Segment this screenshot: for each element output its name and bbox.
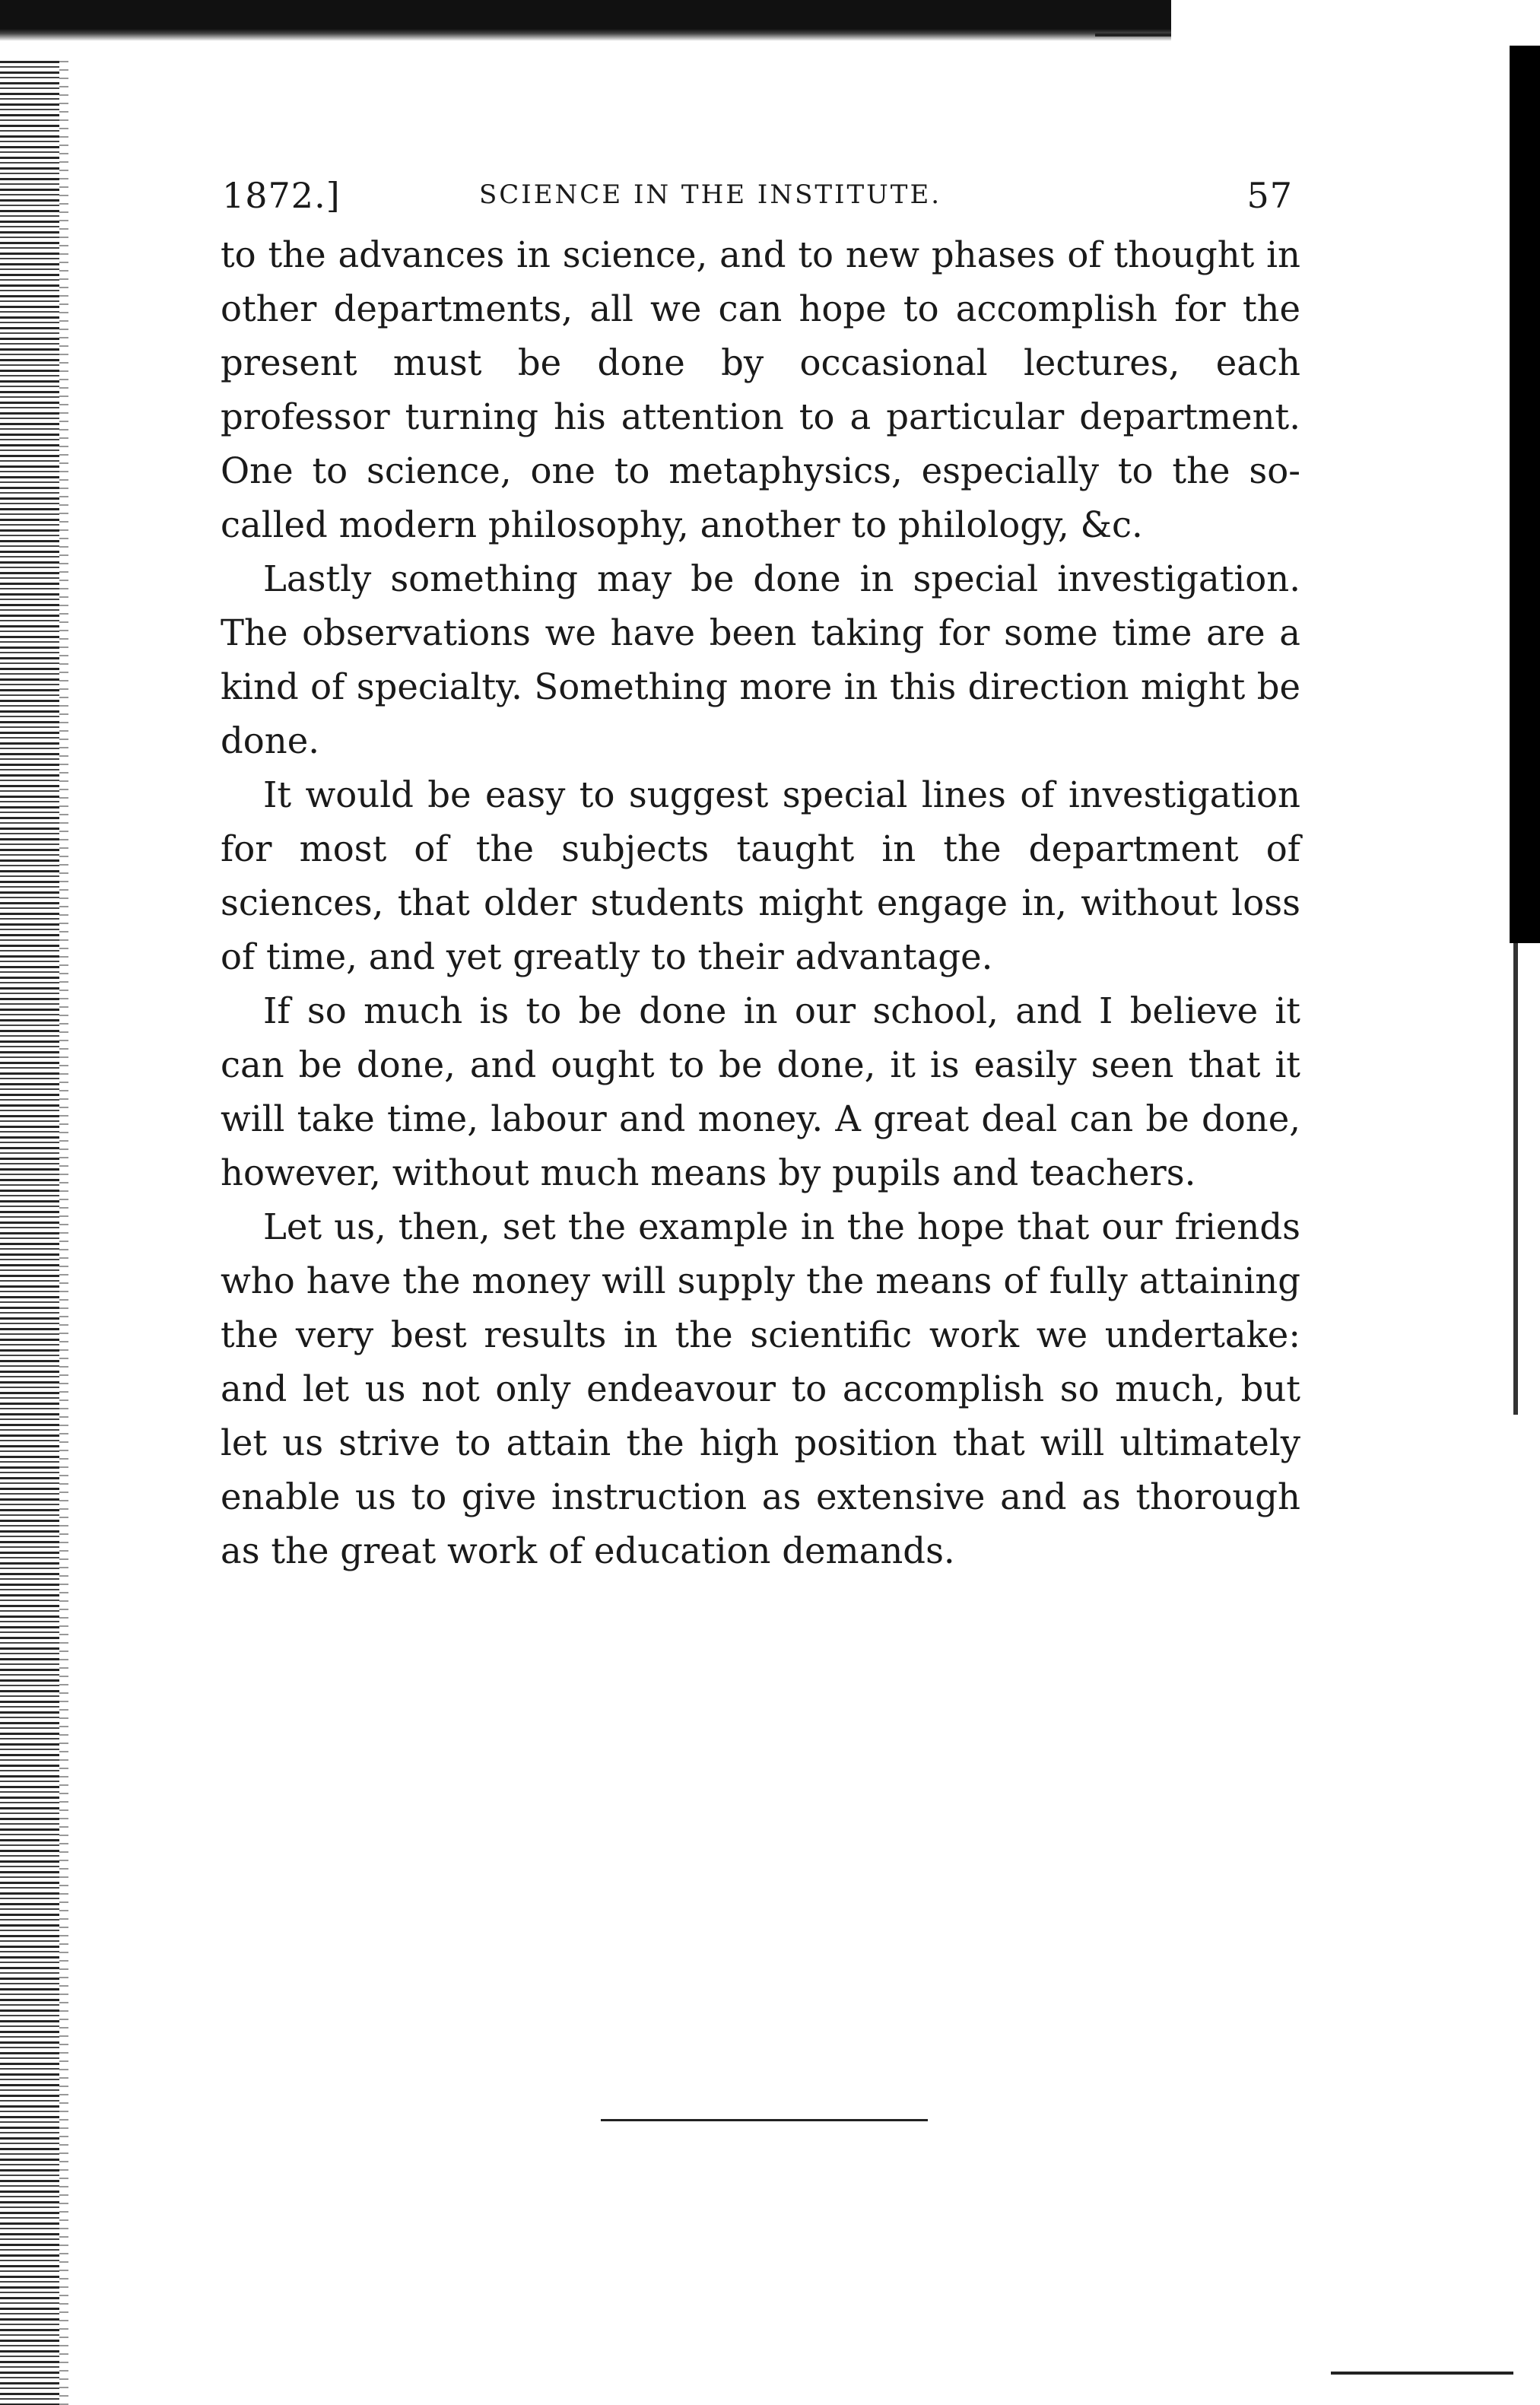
page-number: 57 (1246, 175, 1293, 216)
paragraph-continued: to the advances in science, and to new phases of thought in other departments, all we can hope to accomplish for the present must be done by occasional lectures, each professor turning his attention to a particular department. One to science, one to metaphysics, especially to the so-called modern philosophy, another to philology, &c. (221, 234, 1300, 545)
scan-bottom-mark (1331, 2372, 1513, 2375)
paragraph-special-investigation: Lastly something may be done in special investigation. The observations we have been taking for some time are a kind of specialty. Something more in this direction might be done. (221, 558, 1300, 761)
scan-right-edge (1510, 46, 1540, 943)
body-text (221, 228, 1300, 1578)
scan-binding-shadow (59, 61, 68, 2405)
scan-top-border-tail (1095, 33, 1171, 37)
paragraph-lines-of-investigation: It would be easy to suggest special lines of investigation for most of the subjects taught in the department of sciences, that older students might engage in, without loss of time, and yet greatly to their advantage. (221, 774, 1300, 977)
paragraph-conclusion: Let us, then, set the example in the hope that our friends who have the money will supply the means of fully attaining the very best results in the scientific work we undertake: and let us not only endeavour to accomplish so much, but let us strive to attain the high position that will ultimately enable us to give instruction as extensive and as thorough as the great work of education demands. (221, 1206, 1300, 1571)
scan-right-edge-thin (1513, 943, 1518, 1415)
paragraph-time-labour-money: If so much is to be done in our school, and I believe it can be done, and ought to be done, it is easily seen that it will take time, labour and money. A great deal can be done, however, without much means by pupils and teachers. (221, 990, 1300, 1193)
running-head-year: 1872.] (222, 175, 341, 216)
running-head (221, 160, 1300, 228)
running-head-title: SCIENCE IN THE INSTITUTE. (479, 180, 942, 210)
scan-top-border (0, 0, 1171, 41)
scan-binding-edge (0, 61, 59, 2405)
book-page (221, 160, 1300, 1578)
section-end-rule (601, 2119, 928, 2121)
